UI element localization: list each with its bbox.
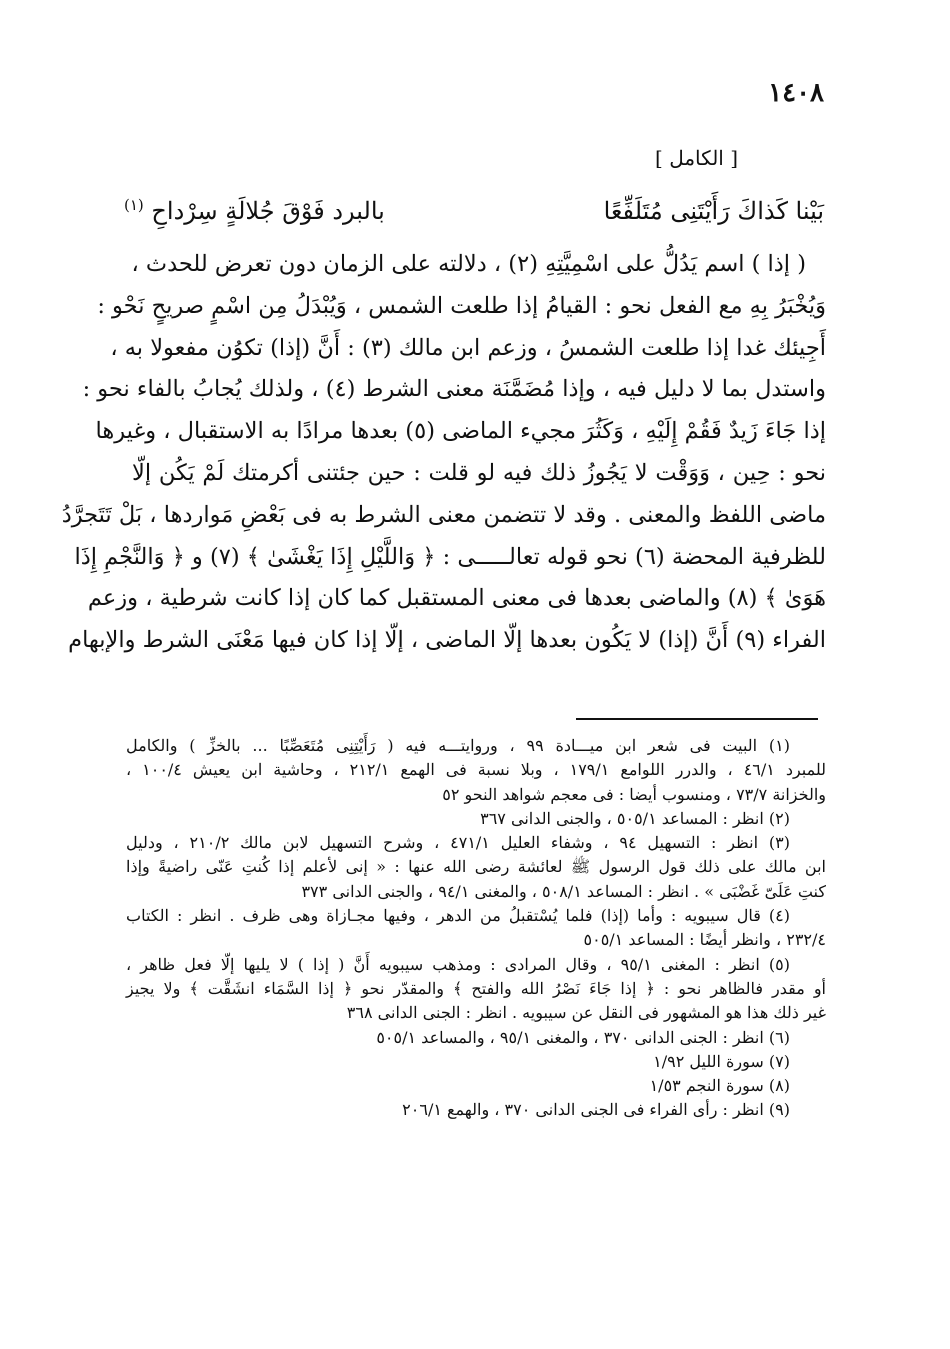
body-line: إذا جَاءَ زَيدٌ فَقُمْ إِلَيْهِ ، وَكَثُرَ مجيء الماضى (٥) بعدها مرادًا به الاستقبال ، وغيرها [95, 418, 826, 445]
body-line: نحو : حِين ، وَوَقْت لا يَجُوزُ ذلك فيه لو قلت : حين جئتنى أكرمتك لَمْ يَكُن إلّا [132, 459, 826, 486]
verse-first-hemistich: بَيْنا كَذاكَ رَأَيْتَنِى مُتَلَفِّعًا [603, 197, 824, 225]
footnote-8 [126, 1074, 826, 1098]
footnote-1 [126, 734, 826, 807]
body-line: أَجِيئك غدا إذا طلعت الشمسُ ، وزعم ابن مالك (٣) : أَنَّ (إذا) تكوُن مفعولا به ، [110, 334, 826, 361]
verse-second-hemistich-wrap [124, 196, 385, 225]
footnote-line: غير ذلك هذا هو المشهور فى النقل عن سيبويه . انظر : الجنى الدانى ٣٦٨ [346, 1003, 826, 1023]
footnote-line: ٢٣٢/٤ ، وانظر أيضًا : المساعد ٥٠٥/١ [583, 930, 826, 950]
footnote-line: (٢) انظر : المساعد ٥٠٥/١ ، والجنى الدانى ٣٦٧ [480, 808, 790, 828]
footnote-line: (١) البيت فى شعر ابن ميـــادة ٩٩ ، وروايتـــه فيه ( رَأَيْتِنِى مُتَعَصِّبًا ... بالخزِّ ) والكامل [126, 736, 790, 755]
footnote-line: (٥) انظر : المغنى ٩٥/١ ، وقال المرادى : ومذهب سيبويه أَنَّ ( إذا ) لا يليها إلّا فعل ظاهر ، [126, 954, 790, 974]
body-line: وَيُخْبَرُ بِهِ مع الفعل نحو : القيامُ إذا طلعت الشمس ، وَيُبْدَلُ مِن اسْمٍ صريحٍ نَحْو : [97, 292, 826, 319]
footnote-3 [126, 831, 826, 904]
body-line: للظرفية المحضة (٦) نحو قوله تعالـــــى : ﴿ وَاللَّيْلِ إِذَا يَغْشَىٰ ﴾ (٧) و ﴿ وَالنَّجْمِ إِذَا [74, 543, 826, 570]
footnote-line: كنتِ عَلَىّ غَضْبَى » . انظر : المساعد ٥٠٨/١ ، والمغنى ٩٤/١ ، والجنى الدانى ٣٧٣ [301, 881, 826, 901]
poetry-verse [124, 196, 824, 225]
footnote-line: (٧) سورة الليل ١/٩٢ [653, 1051, 790, 1071]
footnote-line: والخزانة ٧٣/٧ ، ومنسوب أيضا : فى معجم شواهد النحو ٥٢ [442, 784, 826, 804]
meter-label: [ الكامل ] [655, 146, 738, 170]
body-line: ماضى اللفظ والمعنى . وقد لا تتضمن معنى الشرط به فى بَعْضِ مَواردها ، بَلْ تَتَجرَّدُ [61, 501, 826, 528]
footnote-line: (٤) قال سيبويه : وأما (إذا) فلما يُسْتقبلُ من الدهر ، وفيها مجـازاة وهى ظرف . انظر : الكتاب [126, 906, 791, 926]
footnote-line: (٨) سورة النجم ١/٥٣ [649, 1076, 790, 1096]
footnote-2 [126, 807, 826, 831]
footnote-line: للمبرد ٤٦/١ ، والدرر اللوامع ١٧٩/١ ، وبلا نسبة فى الهمع ٢١٢/١ ، وحاشية ابن يعيش ١٠٠/٤ ، [126, 760, 827, 780]
body-line: الفراء (٩) أَنَّ (إذا) لا يَكُون بعدها إلّا الماضى ، إلّا إذا كان فيها مَعْنَى الشرط والإبهام [68, 627, 826, 654]
body-line: واستدل بما لا دليل فيه ، وإذا مُضَمَّنَة معنى الشرط (٤) ، ولذلك يُجابُ بالفاء نحو : [82, 376, 826, 403]
footnote-line: (٦) انظر : الجنى الدانى ٣٧٠ ، والمغنى ٩٥/١ ، والمساعد ٥٠٥/١ [376, 1027, 790, 1047]
footnote-5 [126, 953, 826, 1026]
footnotes [126, 734, 826, 1123]
footnote-line: أو مقدر فالظاهر نحو : ﴿ إذا جَاءَ نَصْرُ الله والفتح ﴾ والمقدّر نحو ﴿ إذا السَّمَاء انشَقَّت ﴾ ولا يجيز [126, 978, 826, 998]
verse-footnote-ref: (١) [124, 196, 144, 214]
footnote-separator [576, 718, 818, 720]
verse-second-hemistich: بالبرد فَوْقَ جُلالَةٍ سِرْداحِ [151, 197, 385, 225]
footnote-line: ابن مالك على ذلك قول الرسول ﷺ لعائشة رضى الله عنها : « إنى لأعلم إذا كُنتِ عَنّى راضيةً وإذا [126, 857, 826, 877]
body-text [61, 244, 826, 662]
footnote-9 [126, 1098, 826, 1122]
footnote-line: (٩) انظر : رأى الفراء فى الجنى الدانى ٣٧٠ ، والهمع ٢٠٦/١ [402, 1100, 790, 1120]
footnote-line: (٣) انظر : التسهيل ٩٤ ، وشفاء العليل ٤٧١/١ ، وشرح التسهيل لابن مالك ٢١٠/٢ ، ودليل [126, 833, 790, 853]
footnote-7 [126, 1050, 826, 1074]
page-number: ١٤٠٨ [768, 78, 824, 108]
footnote-6 [126, 1026, 826, 1050]
body-line: هَوَىٰ ﴾ (٨) والماضى بعدها فى معنى المستقبل كما كان إذا كانت شرطية ، وزعم [87, 585, 826, 612]
body-line: ( إذا ) اسم يَدُلُّ على اسْمِيَّتِهِ (٢) ، دلالته على الزمان دون تعرض للحدث ، [131, 251, 806, 277]
footnote-4 [126, 904, 826, 953]
